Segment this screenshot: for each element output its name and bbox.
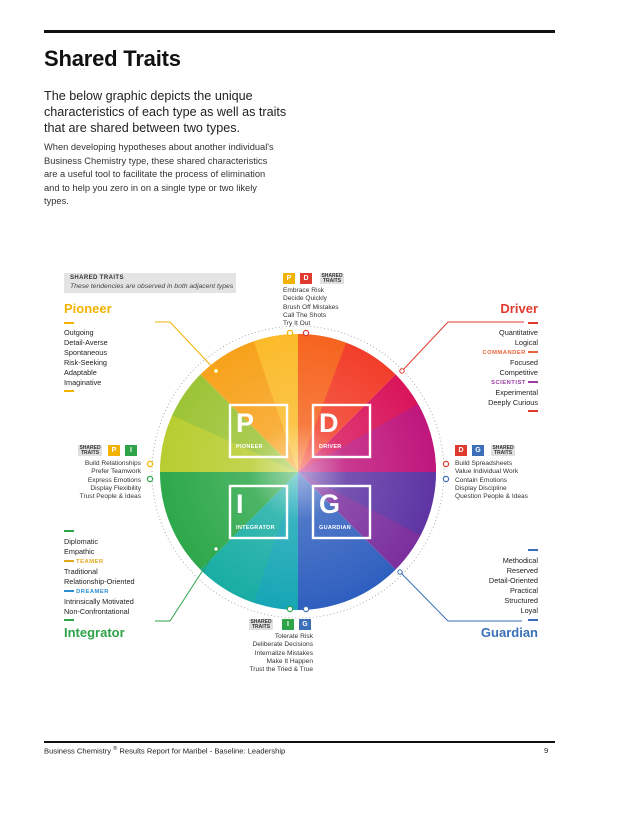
shared-pi-chip-i: I xyxy=(125,445,137,456)
guardian-traits: Methodical Reserved Detail-Oriented Practical Structured Loyal xyxy=(488,556,538,615)
shared-dg-chip-d: D xyxy=(455,445,467,456)
page-number: 9 xyxy=(544,746,549,755)
shared-ig-dot-i xyxy=(287,606,292,611)
driver-end-dash xyxy=(528,410,538,412)
shared-ig-traits: Tolerate Risk Deliberate Decisions Internalize Mistakes Make It Happen Trust the Tried & True xyxy=(249,633,313,674)
shared-pi-chip-p: P xyxy=(108,445,120,456)
shared-pd-chip-label: SHARED TRAITS xyxy=(321,273,343,284)
guardian-end-dash xyxy=(528,619,538,621)
shared-traits-legend-title: SHARED TRAITS xyxy=(70,275,124,281)
shared-pi-traits: Build Relationships Prefer Teamwork Express Emotions Display Flexibility Trust People & Ideas xyxy=(79,460,141,501)
integrator-dash xyxy=(64,530,74,532)
integrator-traits: Diplomatic Empathic TEAMER Traditional Relationship-Oriented DREAMER Intrinsically Motivated Non-Confrontational xyxy=(64,537,135,616)
integrator-dot xyxy=(214,547,218,551)
quadrant-label-d: DRIVER xyxy=(319,444,342,450)
driver-title: Driver xyxy=(500,301,538,316)
shared-ig-chip-label: SHARED TRAITS xyxy=(250,619,272,630)
integrator-end-dash xyxy=(64,619,74,621)
quadrant-label-i: INTEGRATOR xyxy=(236,525,275,531)
quadrant-label-g: GUARDIAN xyxy=(319,525,352,531)
quadrant-label-p: PIONEER xyxy=(236,444,263,450)
shared-ig-dot-g xyxy=(303,606,308,611)
shared-pi-chip-label: SHARED TRAITS xyxy=(79,445,101,456)
body-paragraph: When developing hypotheses about another individual's Business Chemistry type, these shared characteristics are a useful tool to facilitate the process of elimination and to help you zero in on a single type or two likely types. xyxy=(44,142,274,207)
shared-dg-traits: Build Spreadsheets Value Individual Work Contain Emotions Display Discipline Question People & Ideas xyxy=(455,460,528,501)
pioneer-traits: Outgoing Detail-Averse Spontaneous Risk-Seeking Adaptable Imaginative xyxy=(64,328,108,387)
shared-dg-dot-g xyxy=(443,476,448,481)
pioneer-title: Pioneer xyxy=(64,301,112,316)
shared-pd-dot-d xyxy=(303,330,308,335)
shared-traits-legend-subtitle: These tendencies are observed in both adjacent types xyxy=(70,283,234,290)
page-title: Shared Traits xyxy=(44,46,181,71)
integrator-title: Integrator xyxy=(64,625,125,640)
shared-pd-traits: Embrace Risk Decide Quickly Brush Off Mistakes Call The Shots Try It Out xyxy=(283,287,339,328)
guardian-title: Guardian xyxy=(480,625,538,640)
shared-pd-dot-p xyxy=(287,330,292,335)
intro-paragraph: The below graphic depicts the unique characteristics of each type as well as traits that are shared between two types. xyxy=(44,89,287,135)
footer-text: Business Chemistry ® Results Report for Maribel - Baseline: Leadership xyxy=(44,746,286,756)
shared-dg-chip-g: G xyxy=(472,445,484,456)
registered-mark: ® xyxy=(113,746,118,752)
driver-dot xyxy=(400,369,404,373)
shared-dg-dot-d xyxy=(443,461,448,466)
shared-pi-dot-i xyxy=(147,476,152,481)
pioneer-connector-line xyxy=(155,322,216,371)
shared-pd-chip-p: P xyxy=(283,273,295,284)
quadrant-letter-p: P xyxy=(236,408,255,438)
driver-traits: Quantitative Logical COMMANDER Focused Competitive SCIENTIST Experimental Deeply Curious xyxy=(482,328,538,407)
guardian-dash xyxy=(528,549,538,551)
driver-dash xyxy=(528,322,538,324)
shared-ig-chip-i: I xyxy=(282,619,294,630)
shared-ig-chip-g: G xyxy=(299,619,311,630)
quadrant-letter-d: D xyxy=(319,408,339,438)
shared-pd-chip-d: D xyxy=(300,273,312,284)
color-wheel xyxy=(150,324,446,620)
shared-pi-dot-p xyxy=(147,461,152,466)
pioneer-dash xyxy=(64,322,74,324)
pioneer-end-dash xyxy=(64,390,74,392)
quadrant-letter-i: I xyxy=(236,489,244,519)
footer-rule xyxy=(44,741,555,743)
pioneer-dot xyxy=(214,369,218,373)
shared-dg-chip-label: SHARED TRAITS xyxy=(492,445,514,456)
guardian-dot xyxy=(398,570,402,574)
quadrant-letter-g: G xyxy=(319,489,341,519)
